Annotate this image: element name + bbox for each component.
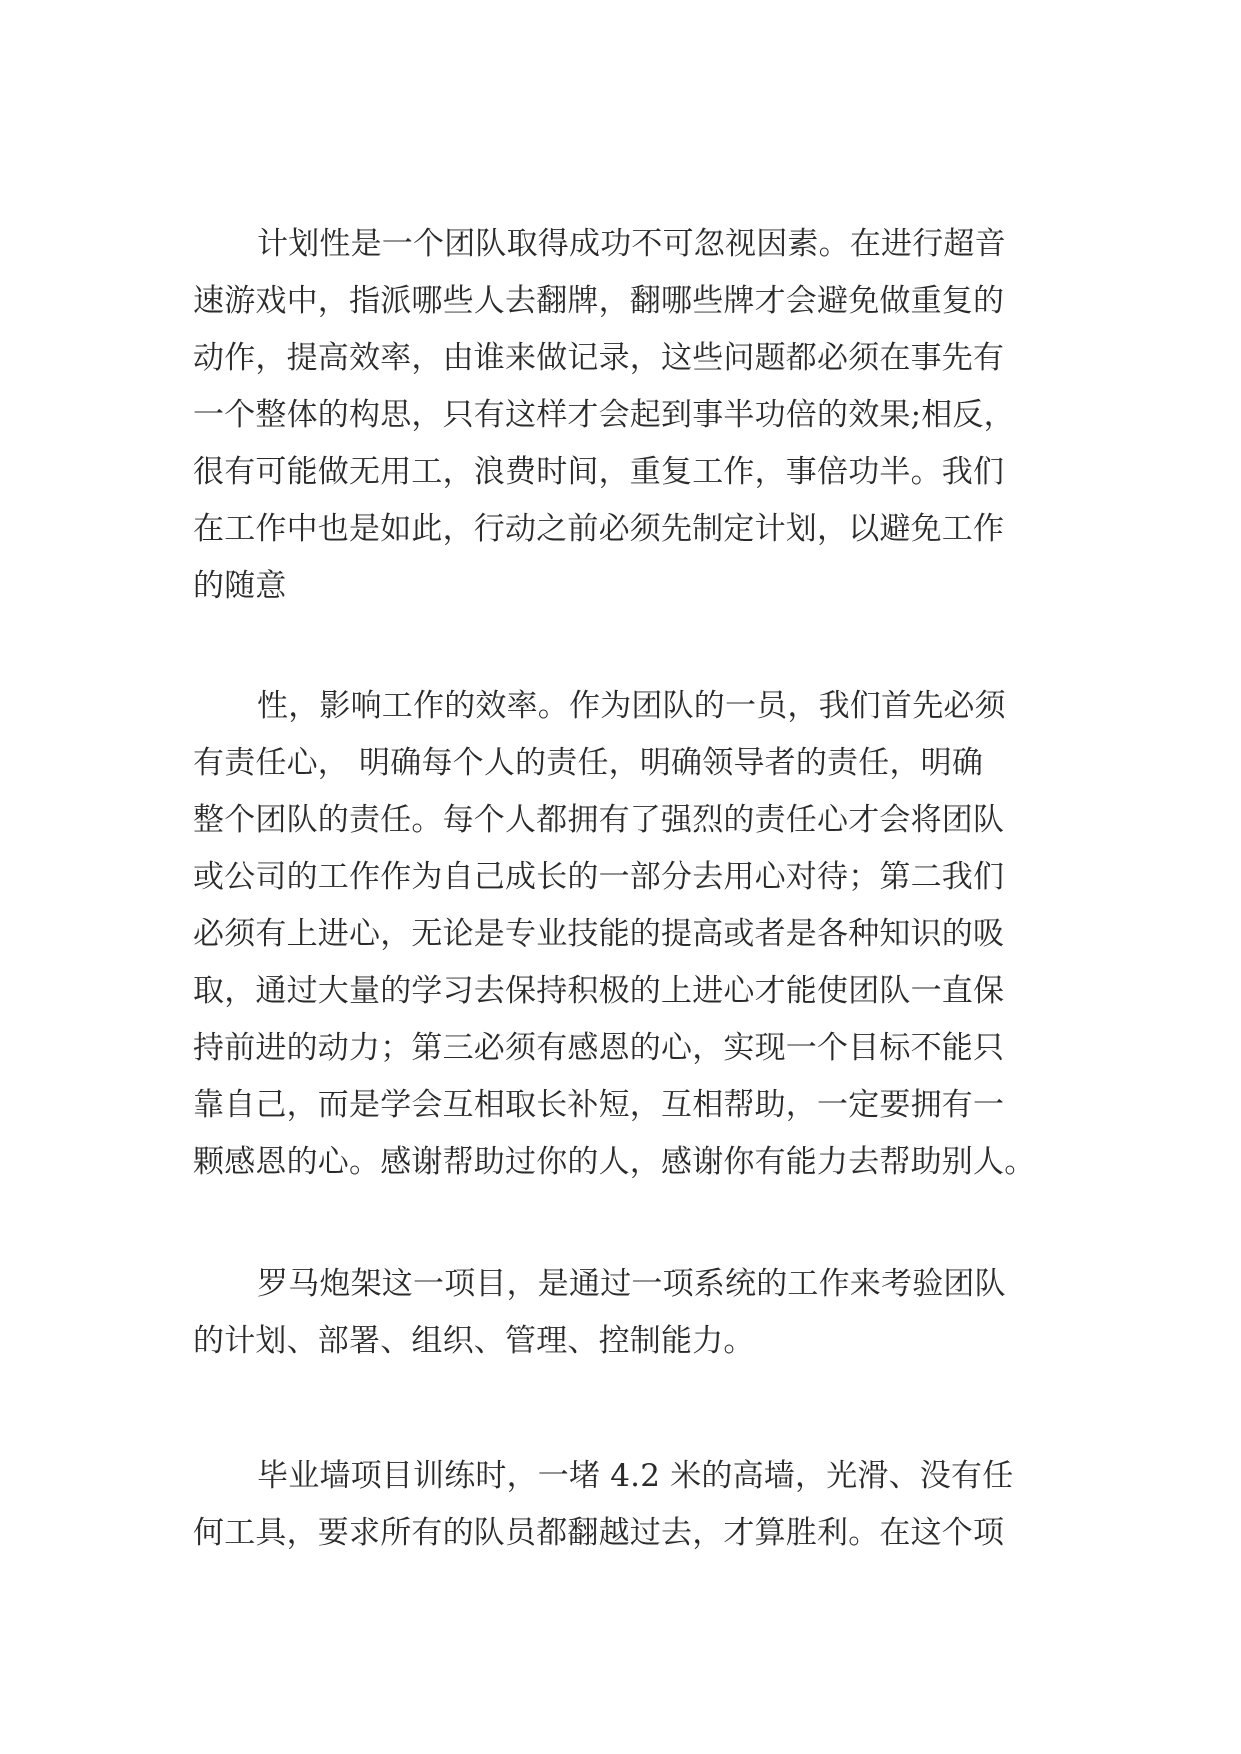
text-line: 有责任心， 明确每个人的责任，明确领导者的责任，明确 [193,745,984,781]
text-line: 的随意 [193,568,287,604]
text-line: 计划性是一个团队取得成功不可忽视因素。在进行超音 [257,226,1006,262]
text-line: 毕业墙项目训练时，一堵 4.2 米的高墙，光滑、没有任 [257,1458,1014,1494]
text-line: 很有可能做无用工，浪费时间，重复工作，事倍功半。我们 [193,454,1005,490]
paragraph-responsibility [193,678,1051,1191]
text-line: 何工具，要求所有的队员都翻越过去，才算胜利。在这个项 [193,1515,1005,1551]
text-line: 持前进的动力；第三必须有感恩的心，实现一个目标不能只 [193,1030,1005,1066]
text-line: 取，通过大量的学习去保持积极的上进心才能使团队一直保 [193,973,1005,1009]
text-line: 的计划、部署、组织、管理、控制能力。 [193,1323,755,1359]
text-line: 在工作中也是如此，行动之前必须先制定计划，以避免工作 [193,511,1005,547]
text-line: 一个整体的构思，只有这样才会起到事半功倍的效果;相反， [193,397,1015,433]
text-line: 罗马炮架这一项目，是通过一项系统的工作来考验团队 [257,1266,1006,1302]
text-line: 整个团队的责任。每个人都拥有了强烈的责任心才会将团队 [193,802,1005,838]
text-line: 或公司的工作作为自己成长的一部分去用心对待；第二我们 [193,859,1005,895]
text-line: 动作，提高效率，由谁来做记录，这些问题都必须在事先有 [193,340,1005,376]
text-line: 性，影响工作的效率。作为团队的一员，我们首先必须 [257,688,1006,724]
text-line: 颗感恩的心。感谢帮助过你的人，感谢你有能力去帮助别人。 [193,1144,1036,1180]
text-line: 靠自己，而是学会互相取长补短，互相帮助，一定要拥有一 [193,1087,1005,1123]
paragraph-planning [193,216,1051,615]
paragraph-graduation-wall [193,1448,1051,1562]
paragraph-roman-catapult [193,1256,1051,1370]
text-line: 速游戏中，指派哪些人去翻牌，翻哪些牌才会避免做重复的 [193,283,1005,319]
text-line: 必须有上进心，无论是专业技能的提高或者是各种知识的吸 [193,916,1005,952]
